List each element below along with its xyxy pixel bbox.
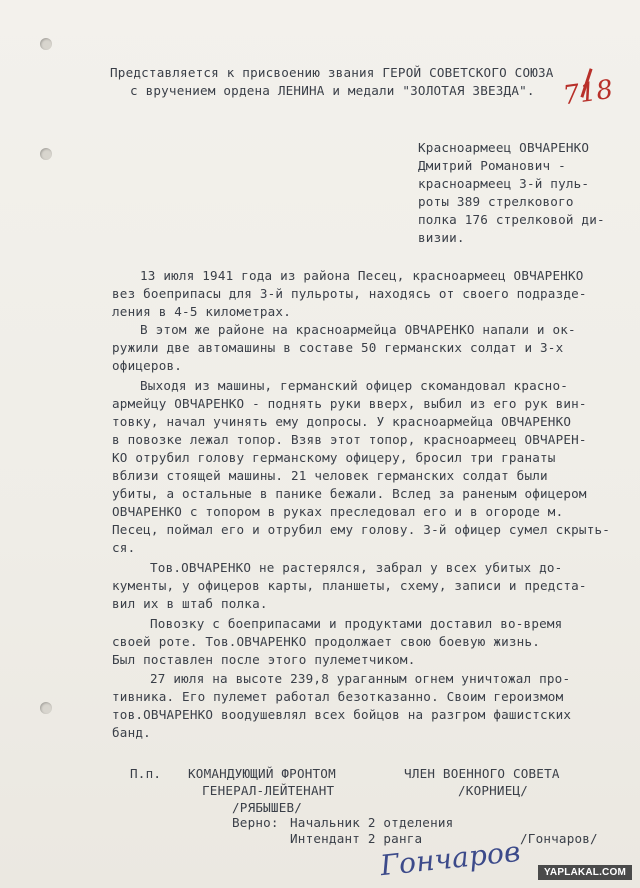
body-line: ружили две автомашины в составе 50 германских солдат и 3-х — [112, 340, 564, 355]
body-line: В этом же районе на красноармейца ОВЧАРЕНКО напали и ок- — [140, 322, 576, 337]
watermark: YAPLAKAL.COM — [538, 865, 632, 880]
body-line: вил их в штаб полка. — [112, 596, 268, 611]
certification-line-2: Интендант 2 ранга — [290, 831, 423, 846]
body-line: вблизи стоящей машины. 21 человек германских солдат были — [112, 468, 548, 483]
certification-line-1: Начальник 2 отделения — [290, 815, 454, 830]
signature-left-rank: ГЕНЕРАЛ-ЛЕЙТЕНАНТ — [202, 783, 335, 798]
body-line: Выходя из машины, германский офицер скомандовал красно- — [140, 378, 569, 393]
body-line: тивника. Его пулемет работал безотказанно. Своим героизмом — [112, 689, 564, 704]
body-line: своей роте. Тов.ОВЧАРЕНКО продолжает свою боевую жизнь. — [112, 634, 541, 649]
subject-line: роты 389 стрелкового — [418, 194, 574, 209]
body-line: 13 июля 1941 года из района Песец, красноармеец ОВЧАРЕНКО — [140, 268, 584, 283]
body-line: Повозку с боеприпасами и продуктами доставил во-время — [150, 616, 563, 631]
subject-line: Дмитрий Романович - — [418, 158, 566, 173]
subject-line: красноармеец 3-й пуль- — [418, 176, 590, 191]
subject-line: Красноармеец ОВЧАРЕНКО — [418, 140, 590, 155]
body-line: КО отрубил голову германскому офицеру, бросил три гранаты — [112, 450, 556, 465]
signature-right-title: ЧЛЕН ВОЕННОГО СОВЕТА — [404, 766, 560, 781]
certification-name: /Гончаров/ — [520, 831, 598, 846]
handwritten-signature: Гончаров — [378, 834, 522, 883]
subject-line: полка 176 стрелковой ди- — [418, 212, 605, 227]
signature-pp: П.п. — [130, 766, 162, 781]
body-line: Тов.ОВЧАРЕНКО не растерялся, забрал у всех убитых до- — [150, 560, 563, 575]
header-line-2: с вручением ордена ЛЕНИНА и медали "ЗОЛОТАЯ ЗВЕЗДА". — [130, 83, 535, 98]
signature-left-name: /РЯБЫШЕВ/ — [232, 800, 303, 815]
body-line: Песец, поймал его и отрубил ему голову. 3-й офицер сумел скрыть- — [112, 522, 611, 537]
header-line-1: Представляется к присвоению звания ГЕРОЙ СОВЕТСКОГО СОЮЗА — [110, 65, 554, 80]
punch-hole — [40, 148, 52, 160]
body-line: ления в 4-5 километрах. — [112, 304, 291, 319]
verno-label: Верно: — [232, 815, 279, 830]
body-line: кументы, у офицеров карты, планшеты, схему, записи и предста- — [112, 578, 587, 593]
body-line: Был поставлен после этого пулеметчиком. — [112, 652, 416, 667]
punch-hole — [40, 702, 52, 714]
body-line: офицеров. — [112, 358, 183, 373]
body-line: вез боеприпасы для 3-й пульроты, находясь от своего подразде- — [112, 286, 587, 301]
body-line: ся. — [112, 540, 136, 555]
document-number: 718 — [561, 74, 616, 112]
body-line: товку, начал учинять ему допросы. У красноармейца ОВЧАРЕНКО — [112, 414, 572, 429]
signature-right-name: /КОРНИЕЦ/ — [458, 783, 529, 798]
body-line: армейцу ОВЧАРЕНКО - поднять руки вверх, выбил из его рук вин- — [112, 396, 587, 411]
body-line: банд. — [112, 725, 151, 740]
body-line: тов.ОВЧАРЕНКО воодушевлял всех бойцов на разгром фашистских — [112, 707, 572, 722]
body-line: в повозке лежал топор. Взяв этот топор, красноармеец ОВЧАРЕН- — [112, 432, 587, 447]
body-line: ОВЧАРЕНКО с топором в руках преследовал его и в огороде м. — [112, 504, 564, 519]
body-line: убиты, а остальные в панике бежали. Вслед за раненым офицером — [112, 486, 587, 501]
body-line: 27 июля на высоте 239,8 ураганным огнем уничтожал про- — [150, 671, 571, 686]
punch-hole — [40, 38, 52, 50]
subject-line: визии. — [418, 230, 465, 245]
signature-left-title: КОМАНДУЮЩИЙ ФРОНТОМ — [188, 766, 336, 781]
